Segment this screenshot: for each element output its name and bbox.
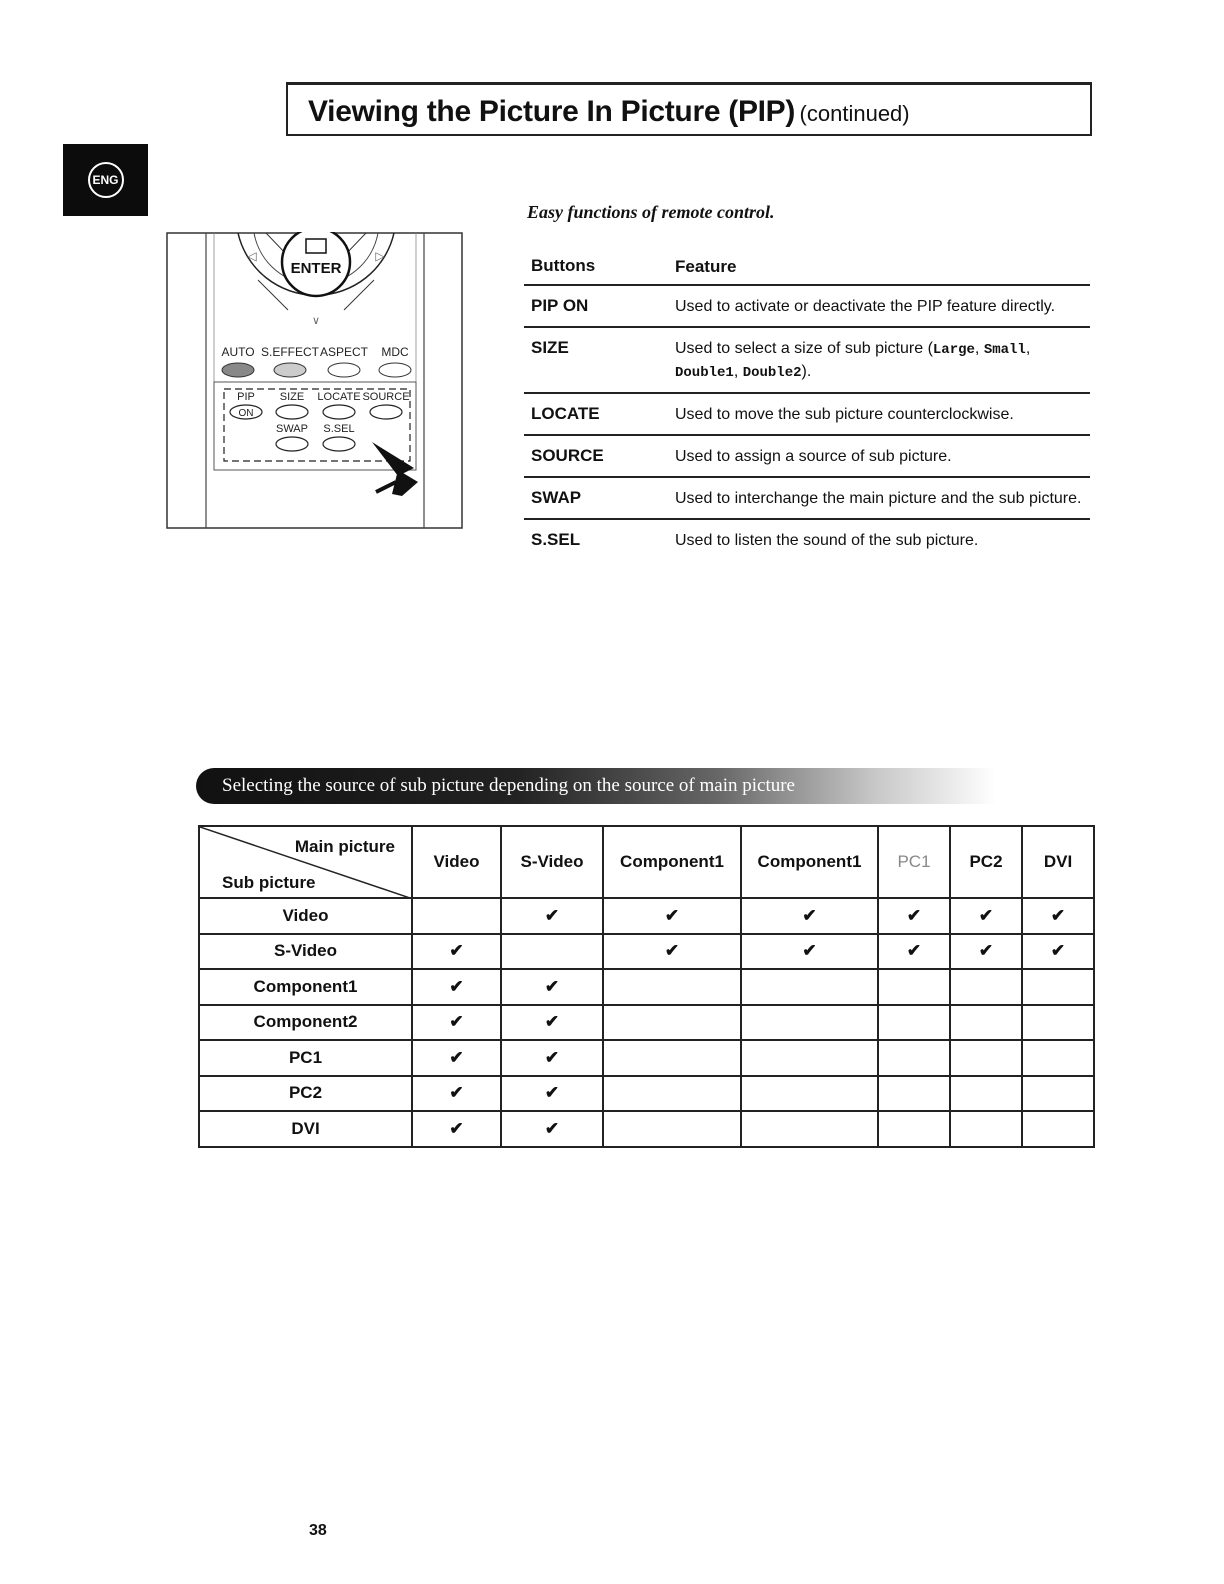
column-header: S-Video	[501, 826, 603, 898]
table-row	[524, 436, 1090, 478]
svg-text:∨: ∨	[311, 315, 321, 327]
row-header: PC2	[199, 1076, 412, 1112]
check-cell	[412, 898, 501, 934]
table-row	[524, 286, 1090, 328]
table-row	[524, 478, 1090, 520]
feature-description: Used to move the sub picture counterclockwise.	[675, 406, 1014, 423]
check-cell	[878, 1111, 950, 1147]
column-header: Component1	[603, 826, 741, 898]
button-name: SIZE	[531, 338, 569, 357]
feature-description: Used to activate or deactivate the PIP feature directly.	[675, 298, 1056, 315]
check-cell	[878, 969, 950, 1005]
row-header: Component2	[199, 1005, 412, 1041]
row-header: S-Video	[199, 934, 412, 970]
language-badge: ENG	[88, 162, 124, 198]
check-cell: ✔	[741, 934, 878, 970]
check-cell: ✔	[501, 1005, 603, 1041]
page-number: 38	[309, 1522, 327, 1539]
row-header: Component1	[199, 969, 412, 1005]
button-name: SWAP	[531, 488, 582, 507]
check-cell	[950, 1111, 1022, 1147]
column-header: PC2	[950, 826, 1022, 898]
check-cell	[1022, 1005, 1094, 1041]
check-cell: ✔	[412, 1005, 501, 1041]
table-header-row	[199, 826, 1094, 898]
language-tab	[63, 144, 148, 216]
mdc-key-label: MDC	[381, 345, 409, 359]
size-option: Double2	[742, 365, 802, 381]
table-row	[524, 520, 1090, 562]
check-cell: ✔	[412, 934, 501, 970]
check-cell: ✔	[501, 969, 603, 1005]
s-effect-key-label: S.EFFECT	[260, 345, 320, 359]
check-cell	[878, 1040, 950, 1076]
feature-text: ).	[801, 363, 812, 380]
check-cell	[741, 1111, 878, 1147]
check-cell	[1022, 1040, 1094, 1076]
check-cell: ✔	[950, 898, 1022, 934]
check-cell: ✔	[412, 1040, 501, 1076]
check-cell: ✔	[878, 898, 950, 934]
row-header: DVI	[199, 1111, 412, 1147]
corner-header	[199, 826, 412, 898]
check-cell: ✔	[412, 1076, 501, 1112]
sub-picture-label: Sub picture	[222, 873, 316, 892]
table-row	[199, 898, 1094, 934]
check-cell: ✔	[741, 898, 878, 934]
check-cell	[603, 1076, 741, 1112]
source-compatibility-table	[198, 825, 1095, 1148]
check-cell	[878, 1076, 950, 1112]
aspect-key-label: ASPECT	[319, 345, 369, 359]
feature-description: Used to interchange the main picture and the sub picture.	[675, 490, 1082, 507]
auto-key-label: AUTO	[221, 345, 255, 359]
check-cell	[950, 1076, 1022, 1112]
remote-control-illustration	[166, 232, 463, 529]
check-cell	[741, 1040, 878, 1076]
size-option: Small	[983, 342, 1026, 358]
feature-column-header: Feature	[675, 256, 737, 276]
size-option: Large	[932, 342, 975, 358]
main-picture-label: Main picture	[294, 837, 395, 856]
check-cell: ✔	[950, 934, 1022, 970]
check-cell: ✔	[878, 934, 950, 970]
table-row	[199, 1040, 1094, 1076]
check-cell: ✔	[501, 1076, 603, 1112]
row-header: PC1	[199, 1040, 412, 1076]
check-cell	[603, 1005, 741, 1041]
page-title-box	[286, 82, 1092, 136]
functions-table-header	[524, 248, 1090, 286]
column-header: Video	[412, 826, 501, 898]
check-cell	[950, 1005, 1022, 1041]
column-header: Component1	[741, 826, 878, 898]
svg-text:◁: ◁	[247, 249, 257, 263]
button-name: S.SEL	[531, 530, 581, 549]
page-title: Viewing the Picture In Picture (PIP)	[308, 95, 796, 128]
check-cell	[741, 1005, 878, 1041]
source-key-label: SOURCE	[362, 391, 410, 403]
check-cell	[603, 969, 741, 1005]
section-banner: Selecting the source of sub picture depending on the source of main picture	[196, 768, 996, 804]
functions-heading: Easy functions of remote control.	[527, 202, 775, 222]
check-cell: ✔	[412, 969, 501, 1005]
table-row	[199, 1111, 1094, 1147]
check-cell: ✔	[412, 1111, 501, 1147]
check-cell: ✔	[1022, 934, 1094, 970]
size-key-label: SIZE	[279, 391, 305, 403]
feature-description: Used to assign a source of sub picture.	[675, 448, 952, 465]
feature-text: Used to select a size of sub picture (	[675, 340, 933, 357]
check-cell	[950, 1040, 1022, 1076]
check-cell: ✔	[603, 898, 741, 934]
size-option: Double1	[675, 365, 734, 381]
check-cell	[603, 1111, 741, 1147]
check-cell	[950, 969, 1022, 1005]
pip-on-key-label: ON	[238, 408, 254, 419]
button-name: PIP ON	[531, 296, 589, 315]
check-cell	[603, 1040, 741, 1076]
table-row	[199, 934, 1094, 970]
column-header: PC1	[878, 826, 950, 898]
check-cell: ✔	[501, 1111, 603, 1147]
svg-text:▷: ▷	[375, 249, 385, 263]
buttons-column-header: Buttons	[531, 256, 596, 275]
s-sel-key-label: S.SEL	[323, 423, 355, 435]
button-name: SOURCE	[531, 446, 604, 465]
table-row	[199, 1076, 1094, 1112]
functions-table	[524, 248, 1090, 562]
locate-key-label: LOCATE	[317, 391, 361, 403]
page-subtitle: (continued)	[799, 101, 910, 126]
check-cell	[1022, 969, 1094, 1005]
swap-key-label: SWAP	[276, 423, 308, 435]
check-cell: ✔	[501, 1040, 603, 1076]
feature-description: Used to select a size of sub picture (Large, Small, Double1, Double2).	[675, 340, 1031, 381]
check-cell	[741, 969, 878, 1005]
feature-description: Used to listen the sound of the sub picture.	[675, 532, 979, 549]
table-row	[524, 394, 1090, 436]
table-row	[199, 1005, 1094, 1041]
column-header: DVI	[1022, 826, 1094, 898]
table-row	[524, 328, 1090, 394]
check-cell	[1022, 1111, 1094, 1147]
check-cell	[741, 1076, 878, 1112]
row-header: Video	[199, 898, 412, 934]
check-cell: ✔	[603, 934, 741, 970]
pip-key-label: PIP	[237, 391, 255, 403]
table-row	[199, 969, 1094, 1005]
check-cell	[501, 934, 603, 970]
check-cell: ✔	[1022, 898, 1094, 934]
check-cell	[878, 1005, 950, 1041]
check-cell	[1022, 1076, 1094, 1112]
check-cell: ✔	[501, 898, 603, 934]
button-name: LOCATE	[531, 404, 600, 423]
enter-key-label: ENTER	[290, 260, 342, 277]
